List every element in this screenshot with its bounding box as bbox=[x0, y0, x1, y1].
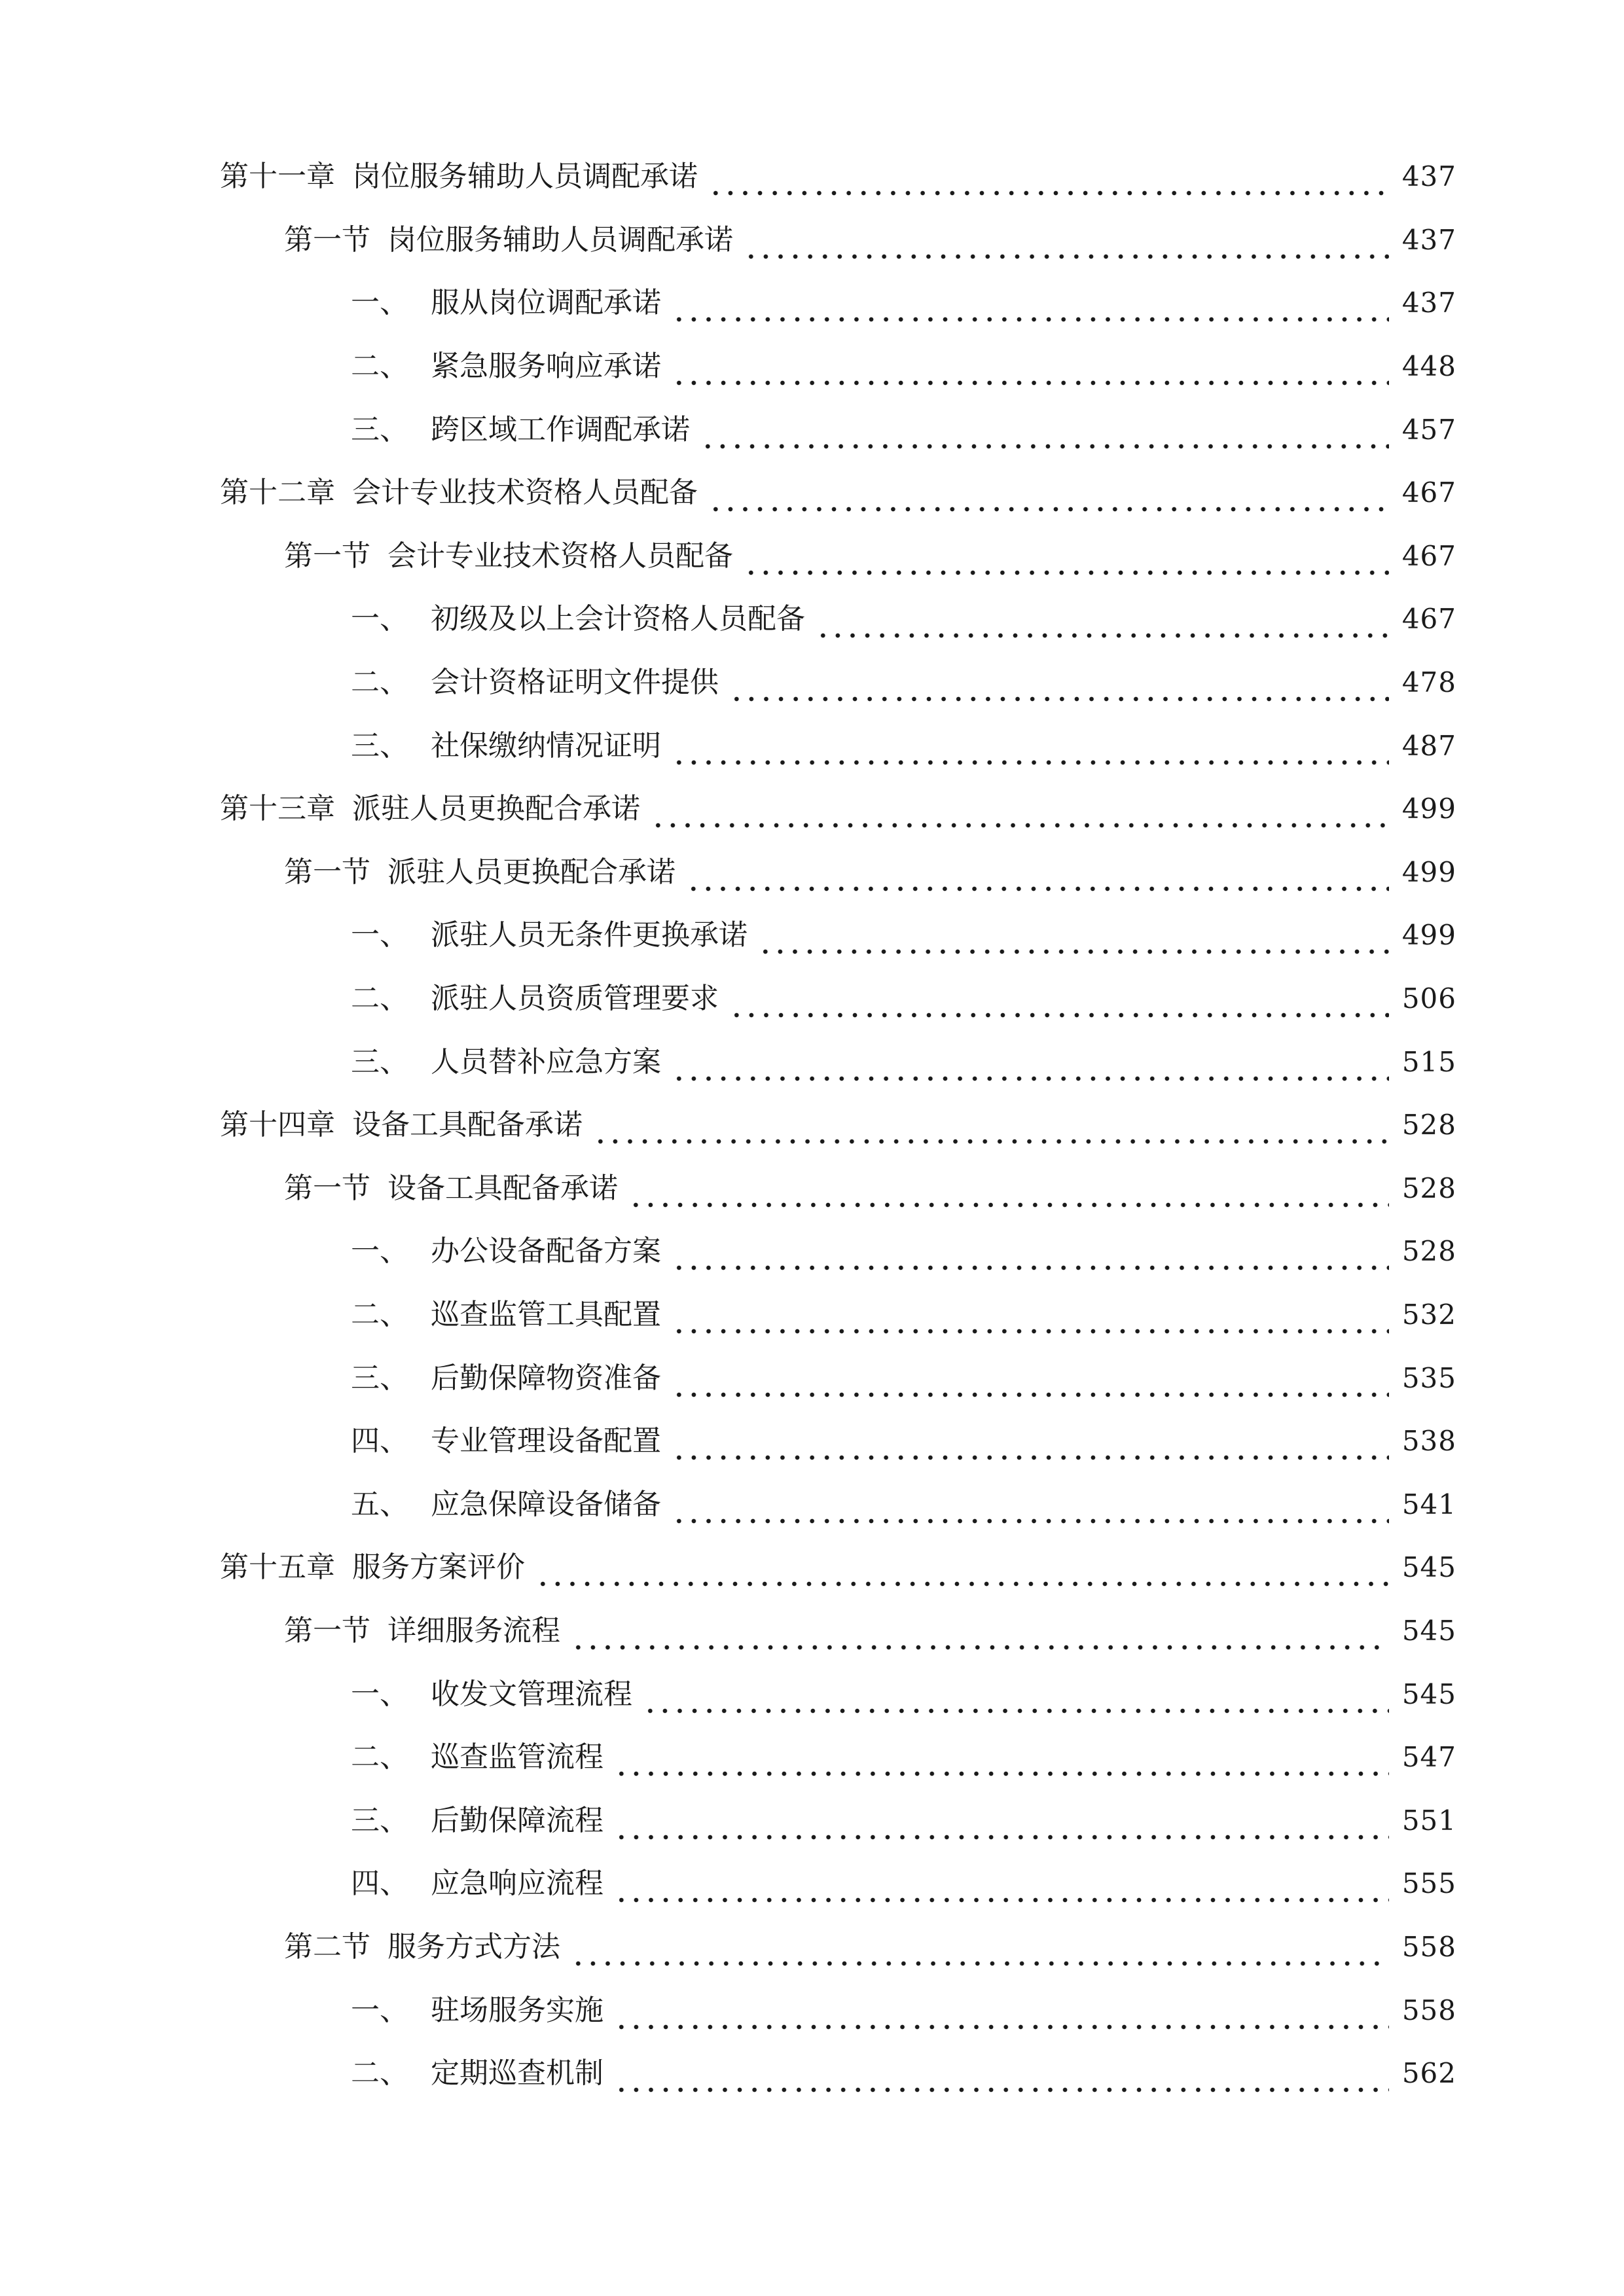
toc-entry-title: 服务方案评价 bbox=[352, 1551, 525, 1585]
toc-subsection-entry[interactable] bbox=[0, 1473, 1624, 1536]
toc-subsection-entry[interactable] bbox=[0, 904, 1624, 967]
toc-dot-leader bbox=[744, 548, 1389, 577]
toc-dot-leader bbox=[672, 1054, 1389, 1083]
toc-dot-leader bbox=[672, 359, 1389, 387]
toc-chapter-entry[interactable] bbox=[0, 1094, 1624, 1157]
toc-entry-title: 详细服务流程 bbox=[388, 1613, 560, 1647]
toc-entry-number: 第一节 bbox=[284, 1613, 370, 1647]
toc-entry-title: 巡查监管流程 bbox=[431, 1740, 604, 1774]
toc-dot-leader bbox=[708, 485, 1389, 514]
toc-subsection-entry[interactable] bbox=[0, 1283, 1624, 1347]
toc-dot-leader bbox=[700, 422, 1389, 451]
toc-dot-leader bbox=[729, 991, 1389, 1020]
toc-entry-number: 二、 bbox=[351, 982, 408, 1016]
toc-entry-number: 二、 bbox=[351, 2056, 408, 2090]
toc-entry-title: 跨区域工作调配承诺 bbox=[431, 412, 690, 446]
toc-entry-title: 派驻人员无条件更换承诺 bbox=[431, 918, 748, 952]
toc-page-number: 487 bbox=[1401, 729, 1456, 762]
toc-page-number: 538 bbox=[1401, 1425, 1456, 1458]
toc-dot-leader bbox=[651, 801, 1389, 830]
toc-section-entry[interactable] bbox=[0, 1916, 1624, 1979]
toc-page-number: 545 bbox=[1401, 1551, 1456, 1584]
toc-dot-leader bbox=[571, 1623, 1389, 1652]
toc-entry-number: 第十一章 bbox=[220, 160, 335, 194]
toc-page-number: 528 bbox=[1401, 1235, 1456, 1268]
toc-page-number: 558 bbox=[1401, 1930, 1456, 1963]
toc-entry-title: 派驻人员更换配合承诺 bbox=[388, 855, 676, 889]
toc-dot-leader bbox=[729, 675, 1389, 704]
toc-entry-title: 派驻人员资质管理要求 bbox=[431, 982, 719, 1016]
toc-page-number: 499 bbox=[1401, 793, 1456, 825]
toc-page-number: 437 bbox=[1401, 160, 1456, 193]
toc-section-entry[interactable] bbox=[0, 1157, 1624, 1221]
toc-page-number: 545 bbox=[1401, 1677, 1456, 1710]
toc-page-number: 457 bbox=[1401, 413, 1456, 446]
toc-subsection-entry[interactable] bbox=[0, 588, 1624, 651]
toc-page-number: 478 bbox=[1401, 666, 1456, 699]
toc-subsection-entry[interactable] bbox=[0, 1726, 1624, 1789]
toc-entry-number: 一、 bbox=[351, 1677, 408, 1711]
toc-entry-title: 后勤保障流程 bbox=[431, 1803, 604, 1837]
toc-entry-number: 第一节 bbox=[284, 1171, 370, 1205]
toc-entry-number: 三、 bbox=[351, 1045, 408, 1079]
toc-page-number: 541 bbox=[1401, 1488, 1456, 1520]
toc-dot-leader bbox=[614, 2066, 1389, 2094]
toc-subsection-entry[interactable] bbox=[0, 1346, 1624, 1410]
toc-page-number: 551 bbox=[1401, 1804, 1456, 1837]
toc-page-number: 545 bbox=[1401, 1614, 1456, 1647]
toc-entry-number: 第一节 bbox=[284, 855, 370, 889]
toc-entry-number: 五、 bbox=[351, 1487, 408, 1521]
toc-dot-leader bbox=[571, 1939, 1389, 1968]
toc-subsection-entry[interactable] bbox=[0, 1220, 1624, 1283]
toc-entry-title: 派驻人员更换配合承诺 bbox=[352, 792, 640, 826]
toc-entry-title: 设备工具配备承诺 bbox=[388, 1171, 618, 1205]
toc-entry-title: 服从岗位调配承诺 bbox=[431, 286, 661, 320]
toc-dot-leader bbox=[614, 1813, 1389, 1842]
toc-dot-leader bbox=[672, 738, 1389, 767]
toc-subsection-entry[interactable] bbox=[0, 1789, 1624, 1852]
toc-dot-leader bbox=[593, 1117, 1389, 1146]
toc-dot-leader bbox=[672, 1244, 1389, 1272]
toc-dot-leader bbox=[708, 169, 1389, 198]
toc-subsection-entry[interactable] bbox=[0, 1979, 1624, 2042]
toc-page-number: 562 bbox=[1401, 2057, 1456, 2090]
toc-entry-title: 设备工具配备承诺 bbox=[352, 1108, 583, 1142]
toc-dot-leader bbox=[816, 611, 1389, 640]
toc-chapter-entry[interactable] bbox=[0, 1536, 1624, 1600]
toc-entry-title: 定期巡查机制 bbox=[431, 2056, 604, 2090]
toc-entry-number: 第十四章 bbox=[220, 1108, 335, 1142]
toc-entry-number: 第一节 bbox=[284, 539, 370, 573]
toc-entry-number: 第二节 bbox=[284, 1929, 370, 1964]
toc-page-number: 555 bbox=[1401, 1867, 1456, 1900]
toc-entry-title: 岗位服务辅助人员调配承诺 bbox=[352, 160, 698, 194]
toc-entry-title: 巡查监管工具配置 bbox=[431, 1297, 661, 1331]
toc-entry-title: 收发文管理流程 bbox=[431, 1677, 632, 1711]
toc-page-number: 467 bbox=[1401, 539, 1456, 572]
toc-page-number: 499 bbox=[1401, 919, 1456, 952]
toc-entry-number: 三、 bbox=[351, 728, 408, 762]
toc-subsection-entry[interactable] bbox=[0, 1852, 1624, 1916]
toc-subsection-entry[interactable] bbox=[0, 2042, 1624, 2106]
toc-entry-number: 三、 bbox=[351, 1803, 408, 1837]
toc-entry-number: 一、 bbox=[351, 602, 408, 636]
toc-entry-title: 办公设备配备方案 bbox=[431, 1234, 661, 1268]
toc-entry-title: 人员替补应急方案 bbox=[431, 1045, 661, 1079]
toc-dot-leader bbox=[672, 295, 1389, 324]
toc-page-number: 467 bbox=[1401, 476, 1456, 509]
toc-subsection-entry[interactable] bbox=[0, 398, 1624, 461]
toc-dot-leader bbox=[744, 232, 1389, 261]
toc-entry-number: 二、 bbox=[351, 1297, 408, 1331]
toc-entry-number: 四、 bbox=[351, 1424, 408, 1458]
toc-subsection-entry[interactable] bbox=[0, 272, 1624, 335]
toc-entry-title: 服务方式方法 bbox=[388, 1929, 560, 1964]
toc-entry-number: 一、 bbox=[351, 918, 408, 952]
toc-page-number: 467 bbox=[1401, 603, 1456, 636]
toc-dot-leader bbox=[672, 1497, 1389, 1526]
toc-page-number: 448 bbox=[1401, 350, 1456, 383]
toc-entry-number: 二、 bbox=[351, 666, 408, 700]
toc-subsection-entry[interactable] bbox=[0, 335, 1624, 399]
toc-entry-title: 初级及以上会计资格人员配备 bbox=[431, 602, 805, 636]
toc-entry-number: 三、 bbox=[351, 1361, 408, 1395]
toc-chapter-entry[interactable] bbox=[0, 778, 1624, 841]
toc-entry-title: 会计专业技术资格人员配备 bbox=[388, 539, 733, 573]
toc-chapter-entry[interactable] bbox=[0, 461, 1624, 525]
toc-dot-leader bbox=[672, 1371, 1389, 1399]
toc-entry-number: 第十二章 bbox=[220, 476, 335, 510]
toc-entry-title: 会计专业技术资格人员配备 bbox=[352, 476, 698, 510]
toc-dot-leader bbox=[535, 1560, 1389, 1588]
toc-entry-title: 专业管理设备配置 bbox=[431, 1424, 661, 1458]
toc-entry-number: 一、 bbox=[351, 1234, 408, 1268]
toc-entry-number: 一、 bbox=[351, 286, 408, 320]
toc-entry-title: 社保缴纳情况证明 bbox=[431, 728, 661, 762]
toc-page-number: 558 bbox=[1401, 1994, 1456, 2026]
toc-page-number: 506 bbox=[1401, 982, 1456, 1015]
toc-entry-number: 二、 bbox=[351, 1740, 408, 1774]
toc-dot-leader bbox=[614, 1749, 1389, 1778]
toc-section-entry[interactable] bbox=[0, 841, 1624, 905]
toc-page-number: 535 bbox=[1401, 1361, 1456, 1394]
toc-page-number: 499 bbox=[1401, 855, 1456, 888]
toc-page-number: 547 bbox=[1401, 1741, 1456, 1774]
toc-entry-number: 第十五章 bbox=[220, 1551, 335, 1585]
toc-entry-number: 第一节 bbox=[284, 223, 370, 257]
toc-subsection-entry[interactable] bbox=[0, 967, 1624, 1031]
toc-page-number: 437 bbox=[1401, 287, 1456, 319]
toc-entry-number: 第十三章 bbox=[220, 792, 335, 826]
toc-subsection-entry[interactable] bbox=[0, 1030, 1624, 1094]
toc-subsection-entry[interactable] bbox=[0, 714, 1624, 778]
toc-subsection-entry[interactable] bbox=[0, 1662, 1624, 1726]
toc-entry-title: 后勤保障物资准备 bbox=[431, 1361, 661, 1395]
toc-section-entry[interactable] bbox=[0, 525, 1624, 588]
toc-dot-leader bbox=[614, 1876, 1389, 1905]
toc-dot-leader bbox=[686, 865, 1389, 893]
toc-entry-number: 二、 bbox=[351, 350, 408, 384]
toc-dot-leader bbox=[614, 2003, 1389, 2032]
toc-entry-title: 岗位服务辅助人员调配承诺 bbox=[388, 223, 733, 257]
toc-entry-title: 紧急服务响应承诺 bbox=[431, 350, 661, 384]
toc-entry-number: 四、 bbox=[351, 1867, 408, 1901]
toc-dot-leader bbox=[758, 927, 1389, 956]
toc-section-entry[interactable] bbox=[0, 1600, 1624, 1663]
toc-page-number: 515 bbox=[1401, 1045, 1456, 1078]
toc-page-number: 437 bbox=[1401, 223, 1456, 256]
toc-page-number: 528 bbox=[1401, 1109, 1456, 1141]
toc-dot-leader bbox=[672, 1433, 1389, 1462]
toc-entry-title: 应急响应流程 bbox=[431, 1867, 604, 1901]
toc-dot-leader bbox=[643, 1687, 1389, 1715]
toc-dot-leader bbox=[628, 1181, 1389, 1210]
toc-page-number: 528 bbox=[1401, 1172, 1456, 1204]
toc-entry-number: 一、 bbox=[351, 1993, 408, 2027]
toc-section-entry[interactable] bbox=[0, 209, 1624, 272]
toc-entry-title: 应急保障设备储备 bbox=[431, 1487, 661, 1521]
toc-page-number: 532 bbox=[1401, 1298, 1456, 1331]
toc-dot-leader bbox=[672, 1307, 1389, 1336]
toc-entry-title: 会计资格证明文件提供 bbox=[431, 666, 719, 700]
toc-subsection-entry[interactable] bbox=[0, 651, 1624, 715]
toc-entry-title: 驻场服务实施 bbox=[431, 1993, 604, 2027]
toc-subsection-entry[interactable] bbox=[0, 1410, 1624, 1473]
toc-chapter-entry[interactable] bbox=[0, 145, 1624, 209]
table-of-contents bbox=[0, 145, 1624, 2105]
toc-entry-number: 三、 bbox=[351, 412, 408, 446]
